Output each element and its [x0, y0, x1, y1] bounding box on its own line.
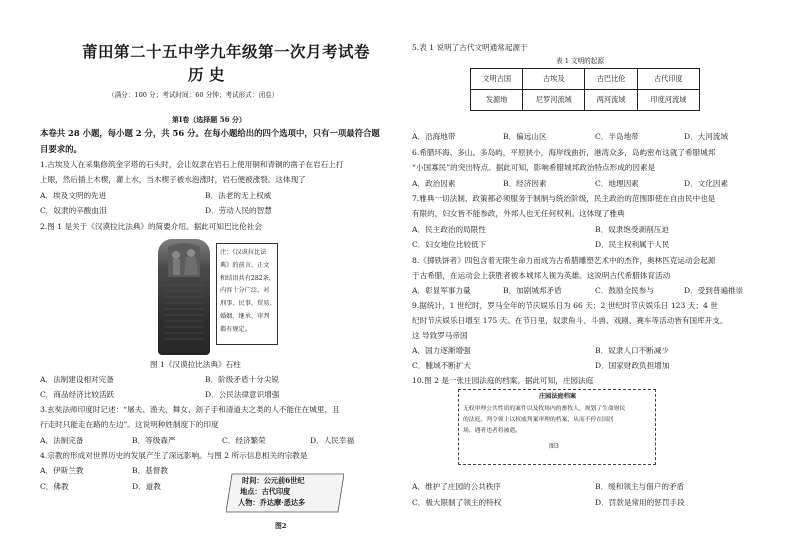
q7-stem-1: 7.雅典一切法制、政策都必须服务于制制与统治阶级，民主政治的范围即使在自由民中也是 — [412, 194, 716, 203]
q3-stem-2: 行走时只能走在路的左边”。这说明种姓制度下的印度 — [40, 420, 219, 429]
table-header-cell: 文明古国 — [471, 69, 523, 90]
q4-option-b[interactable]: B．基督教 — [132, 466, 168, 475]
q6-option-c[interactable]: C．地理因素 — [595, 179, 639, 188]
q10-option-b[interactable]: B．缓和领主与佃户的矛盾 — [595, 482, 685, 491]
q10-stem: 10.图 2 是一张庄园法庭的档案。据此可知，庄园法庭 — [412, 376, 594, 385]
q8-option-d[interactable]: D．受到普遍推崇 — [684, 286, 744, 295]
stele-image — [158, 239, 210, 355]
q1-option-b[interactable]: B．法老的无上权威 — [205, 191, 272, 200]
note-line: 婚姻、继承、审判 — [220, 313, 270, 320]
q5-option-a[interactable]: A．沿海地带 — [412, 132, 456, 141]
q9-stem-3: 这 导致罗马帝国 — [412, 331, 468, 340]
q8-option-a[interactable]: A．彰显军事力量 — [412, 286, 471, 295]
q9-stem-1: 9.据统计，1 世纪时，罗马全年的节庆娱乐日为 66 天；2 世纪时节庆娱乐日 123 天；4 世 — [412, 301, 718, 310]
civilization-table — [470, 68, 700, 111]
q4-option-a[interactable]: A．伊斯兰教 — [40, 466, 84, 475]
q5-option-c[interactable]: C．半岛地带 — [595, 132, 639, 141]
table-header-cell: 古巴比伦 — [585, 69, 637, 90]
q4-option-c[interactable]: C．佛教 — [40, 482, 69, 491]
record-line-1: 无权审理公共性质的案件以及牧场内的畜牧人，规划了生命财民 — [463, 406, 626, 412]
q7-stem-2: 有限的，妇女皆不能参政，外邦人也无任何权利。这体现了雅典 — [412, 209, 625, 218]
note-line: 典》的前言、正文 — [220, 261, 270, 269]
exam-title: 莆田第二十五中学九年级第一次月考试卷 — [82, 43, 371, 61]
note-line: 刑事、民事、贸易、 — [220, 300, 276, 308]
table-cell: 发源地 — [471, 90, 523, 111]
figure-2-caption: 图2 — [275, 522, 287, 530]
q3-option-d[interactable]: D．人民幸福 — [310, 436, 355, 445]
instructions-line-1: 本卷共 28 小题，每小题 2 分，共 56 分。在每小题给出的四个选项中，只有一项最符合题 — [40, 128, 380, 138]
q4-stem: 4.宗教的形成对世界历史的发展产生了深远影响。与图 2 所示信息相关的宗教是 — [40, 451, 308, 460]
q8-option-b[interactable]: B．加剧城邦矛盾 — [503, 286, 562, 295]
q1-option-c[interactable]: C．奴隶的辛酸血泪 — [40, 206, 107, 215]
part-title: 第Ⅰ卷（选择题 56 分） — [172, 115, 246, 124]
q9-stem-2: 纪时节庆娱乐日增至 175 天。在节日里，奴隶角斗、斗兽、戏剧、赛车等活动皆有国库开支。 — [412, 316, 728, 325]
note-line: 注：《汉谟拉比法 — [220, 249, 267, 256]
card-time: 时间：公元前6世纪 — [242, 476, 305, 485]
q9-option-b[interactable]: B．奴隶人口不断减少 — [595, 346, 669, 355]
q6-stem-1: 6.希腊环海、多山、多岛屿，平原狭小，海岸线曲折，港湾众多，岛屿密布这就了希腊城邦 — [412, 148, 716, 157]
q1-stem-1: 1.古埃及人在采集修筑金字塔的石头时，会让奴隶在岩石上使用铜和青铜的凿子在岩石上打 — [40, 160, 344, 169]
table-header-cell: 古埃及 — [523, 69, 585, 90]
q2-stem: 2.图 1 是关于《汉谟拉比法典》的简要介绍。据此可知巴比伦社会 — [40, 222, 262, 231]
q10-option-c[interactable]: C．极大限制了领主的特权 — [412, 498, 502, 507]
record-caption: 图3 — [549, 443, 559, 450]
note-line: 内容十分广泛，对 — [220, 287, 270, 295]
q2-option-d[interactable]: D．公民法律意识增强 — [205, 390, 280, 399]
q7-option-d[interactable]: D．民主权利属于人民 — [595, 240, 670, 249]
table-row — [471, 90, 700, 111]
q6-option-b[interactable]: B．经济因素 — [503, 179, 547, 188]
card-place: 地点：古代印度 — [240, 487, 291, 496]
q2-option-a[interactable]: A．法制建设相对完备 — [40, 375, 114, 384]
table-cell: 印度河流域 — [637, 90, 699, 111]
q8-stem-2: 于古希腊，在运动会上获胜者被本城邦人视为英雄。这说明古代希腊体育活动 — [412, 271, 671, 280]
figure-2-card — [226, 472, 344, 514]
stele-relief-icon — [158, 239, 210, 355]
figure-1 — [150, 237, 280, 357]
record-line-3: 场。遇者违者将被遣。 — [463, 428, 521, 434]
q4-option-d[interactable]: D．道教 — [132, 482, 161, 491]
q6-option-a[interactable]: A．政治因素 — [412, 179, 456, 188]
q8-option-c[interactable]: C．鼓励全民参与 — [595, 286, 654, 295]
table-cell: 尼罗河流域 — [523, 90, 585, 111]
q5-option-d[interactable]: D．大河流域 — [684, 132, 729, 141]
q7-option-a[interactable]: A．民主政治的局限性 — [412, 225, 486, 234]
table-header-row — [471, 69, 700, 90]
note-line: 都有规定。 — [220, 325, 251, 333]
q2-option-b[interactable]: B．阶级矛盾十分尖锐 — [205, 375, 279, 384]
figure-1-caption: 图 1《汉谟拉比法典》石柱 — [150, 360, 241, 369]
table-1-title: 表 1 文明的起源 — [556, 57, 604, 65]
q3-option-a[interactable]: A．法制完备 — [40, 436, 84, 445]
subject-title: 历 史 — [188, 66, 225, 84]
q6-option-d[interactable]: D．文化因素 — [684, 179, 729, 188]
q3-stem-1: 3.玄奘法师印度时记述：“屠夫、渔夫、舞女、刽子手和清道夫之类的人不能住在城里，且 — [40, 405, 340, 414]
card-person: 人物：乔达摩·悉达多 — [238, 498, 306, 507]
q1-option-a[interactable]: A．埃及文明的先进 — [40, 191, 107, 200]
record-title: 庄园法庭档案 — [539, 393, 577, 400]
q1-stem-2: 上眼，然后插上木楔，灌上水，当木楔子被水泡涨时，岩石便被涨裂。这体现了 — [40, 175, 306, 184]
q3-option-b[interactable]: B．等级森严 — [132, 436, 176, 445]
q9-option-c[interactable]: C．腫域不断扩大 — [412, 361, 471, 370]
table-header-cell: 古代印度 — [637, 69, 699, 90]
instructions-line-2: 目要求的。 — [40, 144, 82, 154]
q5-option-b[interactable]: B．偏远山区 — [503, 132, 547, 141]
q1-option-d[interactable]: D．劳动人民的智慧 — [205, 206, 272, 215]
note-line: 和结语共有282条， — [220, 274, 276, 282]
table-cell: 两河流域 — [585, 90, 637, 111]
manor-court-record — [458, 389, 656, 465]
figure-1-note — [216, 243, 278, 345]
q8-stem-1: 8.《掷铁饼者》四包含着无限生命力而成为古希腊雕塑艺术中的杰作，奥林匹克运动会起源 — [412, 256, 716, 265]
score-info: （满分：100 分；考试时间：60 分钟；考试形式：闭卷） — [108, 91, 279, 99]
q10-option-d[interactable]: D．罚款是常用的惩罚手段 — [595, 498, 685, 507]
q9-option-d[interactable]: D．国家财政负担增加 — [595, 361, 670, 370]
q2-option-c[interactable]: C．商品经济比较活跃 — [40, 390, 115, 399]
q7-option-b[interactable]: B．奴隶饱受剥削压迫 — [595, 225, 669, 234]
record-line-2: 的法庭。判令领主以权威判案审理的档案，从而不停在国居 — [463, 417, 614, 423]
q3-option-c[interactable]: C．经济繁荣 — [222, 436, 266, 445]
q6-stem-2: “小国寡民”的突出特点。据此可知，影响希腊城邦政治特点形成的因素是 — [412, 163, 656, 172]
q9-option-a[interactable]: A．国力逐渐增强 — [412, 346, 471, 355]
q10-option-a[interactable]: A．维护了庄园的公共秩序 — [412, 482, 502, 491]
q5-stem: 5.表 1 说明了古代文明通常起源于 — [412, 43, 528, 52]
q7-option-c[interactable]: C．妇女地位比较低下 — [412, 240, 487, 249]
